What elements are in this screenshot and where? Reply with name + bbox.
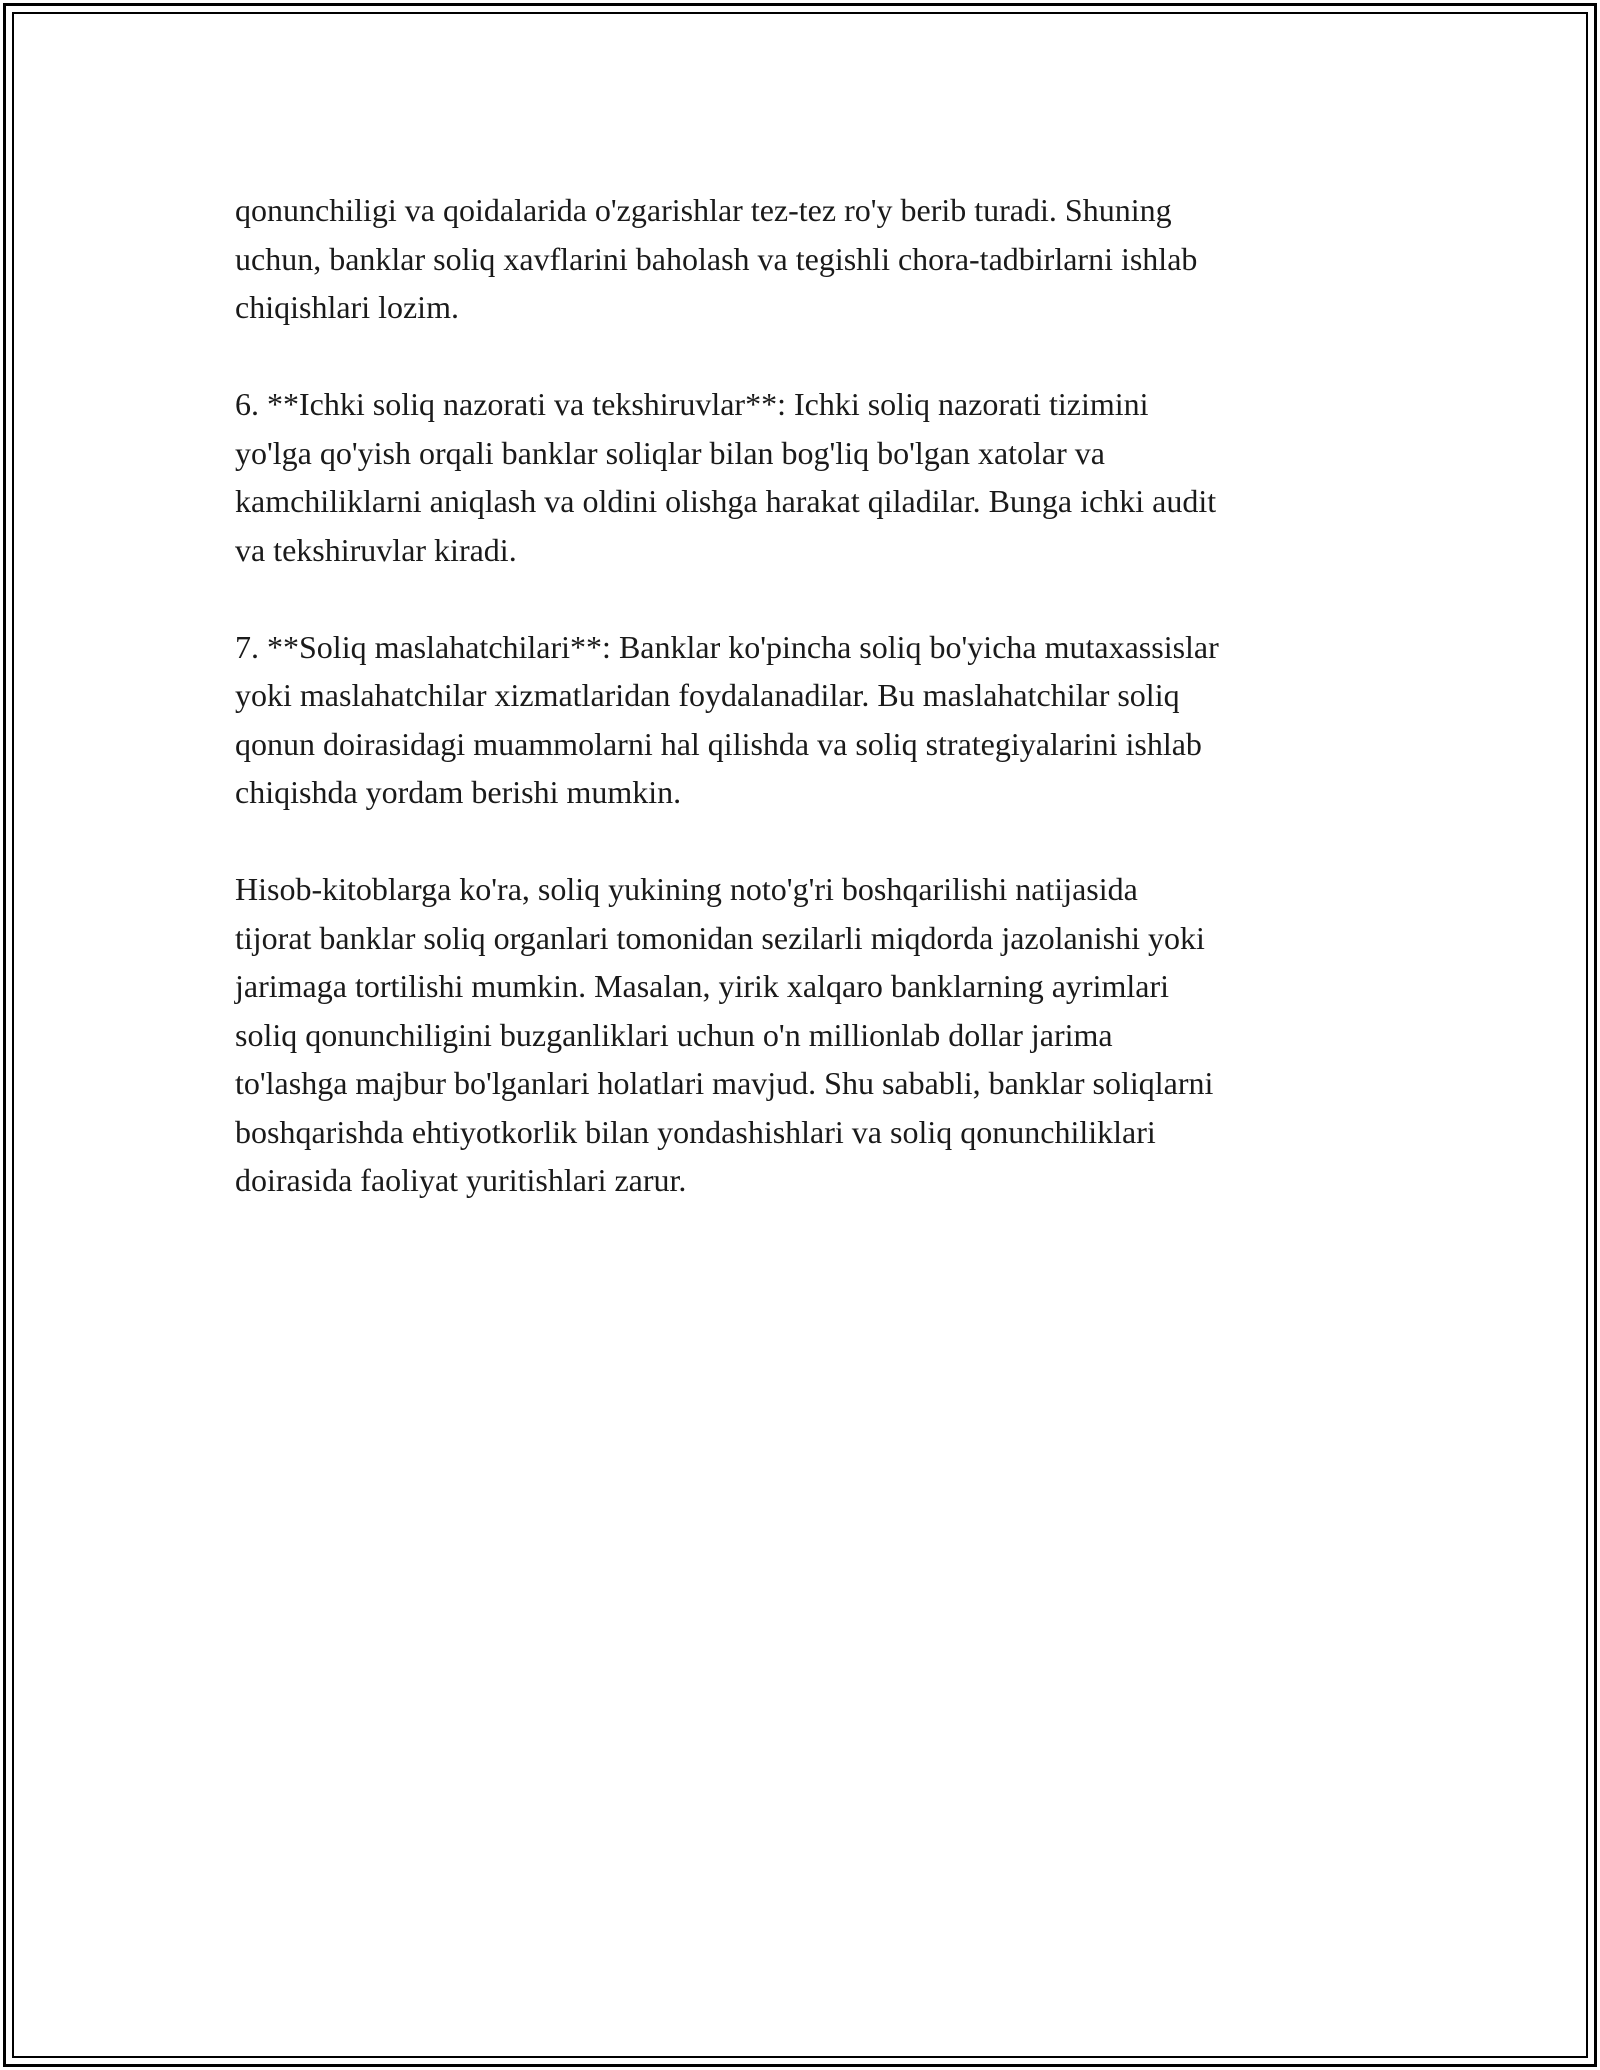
paragraph-internal-tax-control: 6. **Ichki soliq nazorati va tekshiruvlar**: Ichki soliq nazorati tizimini yo'lga qo'yish orqali banklar soliqlar bilan bog'liq bo'lgan xatolar va kamchiliklarni aniqlash va oldini olishga harakat qiladilar. Bunga ichki audit va tekshiruvlar kiradi. — [235, 386, 1217, 568]
paragraph-tax-law-changes: qonunchiligi va qoidalarida o'zgarishlar tez-tez ro'y berib turadi. Shuning uchun, banklar soliq xavflarini baholash va tegishli chora-tadbirlarni ishlab chiqishlari lozim. — [235, 192, 1198, 325]
document-body — [235, 186, 1385, 1253]
paragraph-tax-advisors: 7. **Soliq maslahatchilari**: Banklar ko'pincha soliq bo'yicha mutaxassislar yoki maslahatchilar xizmatlaridan foydalanadilar. Bu maslahatchilar soliq qonun doirasidagi muammolarni hal qilishda va soliq strategiyalarini ishlab chiqishda yordam berishi mumkin. — [235, 628, 1219, 810]
paragraph-penalties: Hisob-kitoblarga ko'ra, soliq yukining noto'g'ri boshqarilishi natijasida tijorat banklar soliq organlari tomonidan sezilarli miqdorda jazolanishi yoki jarimaga tortilishi mumkin. Masalan, yirik xalqaro banklarning ayrimlari soliq qonunchiligini buzganliklari uchun o'n millionlab dollar jarima to'lashga majbur bo'lganlari holatlari mavjud. Shu sababli, banklar soliqlarni boshqarishda ehtiyotkorlik bilan yondashishlari va soliq qonunchiliklari doirasida faoliyat yuritishlari zarur. — [235, 871, 1214, 1198]
